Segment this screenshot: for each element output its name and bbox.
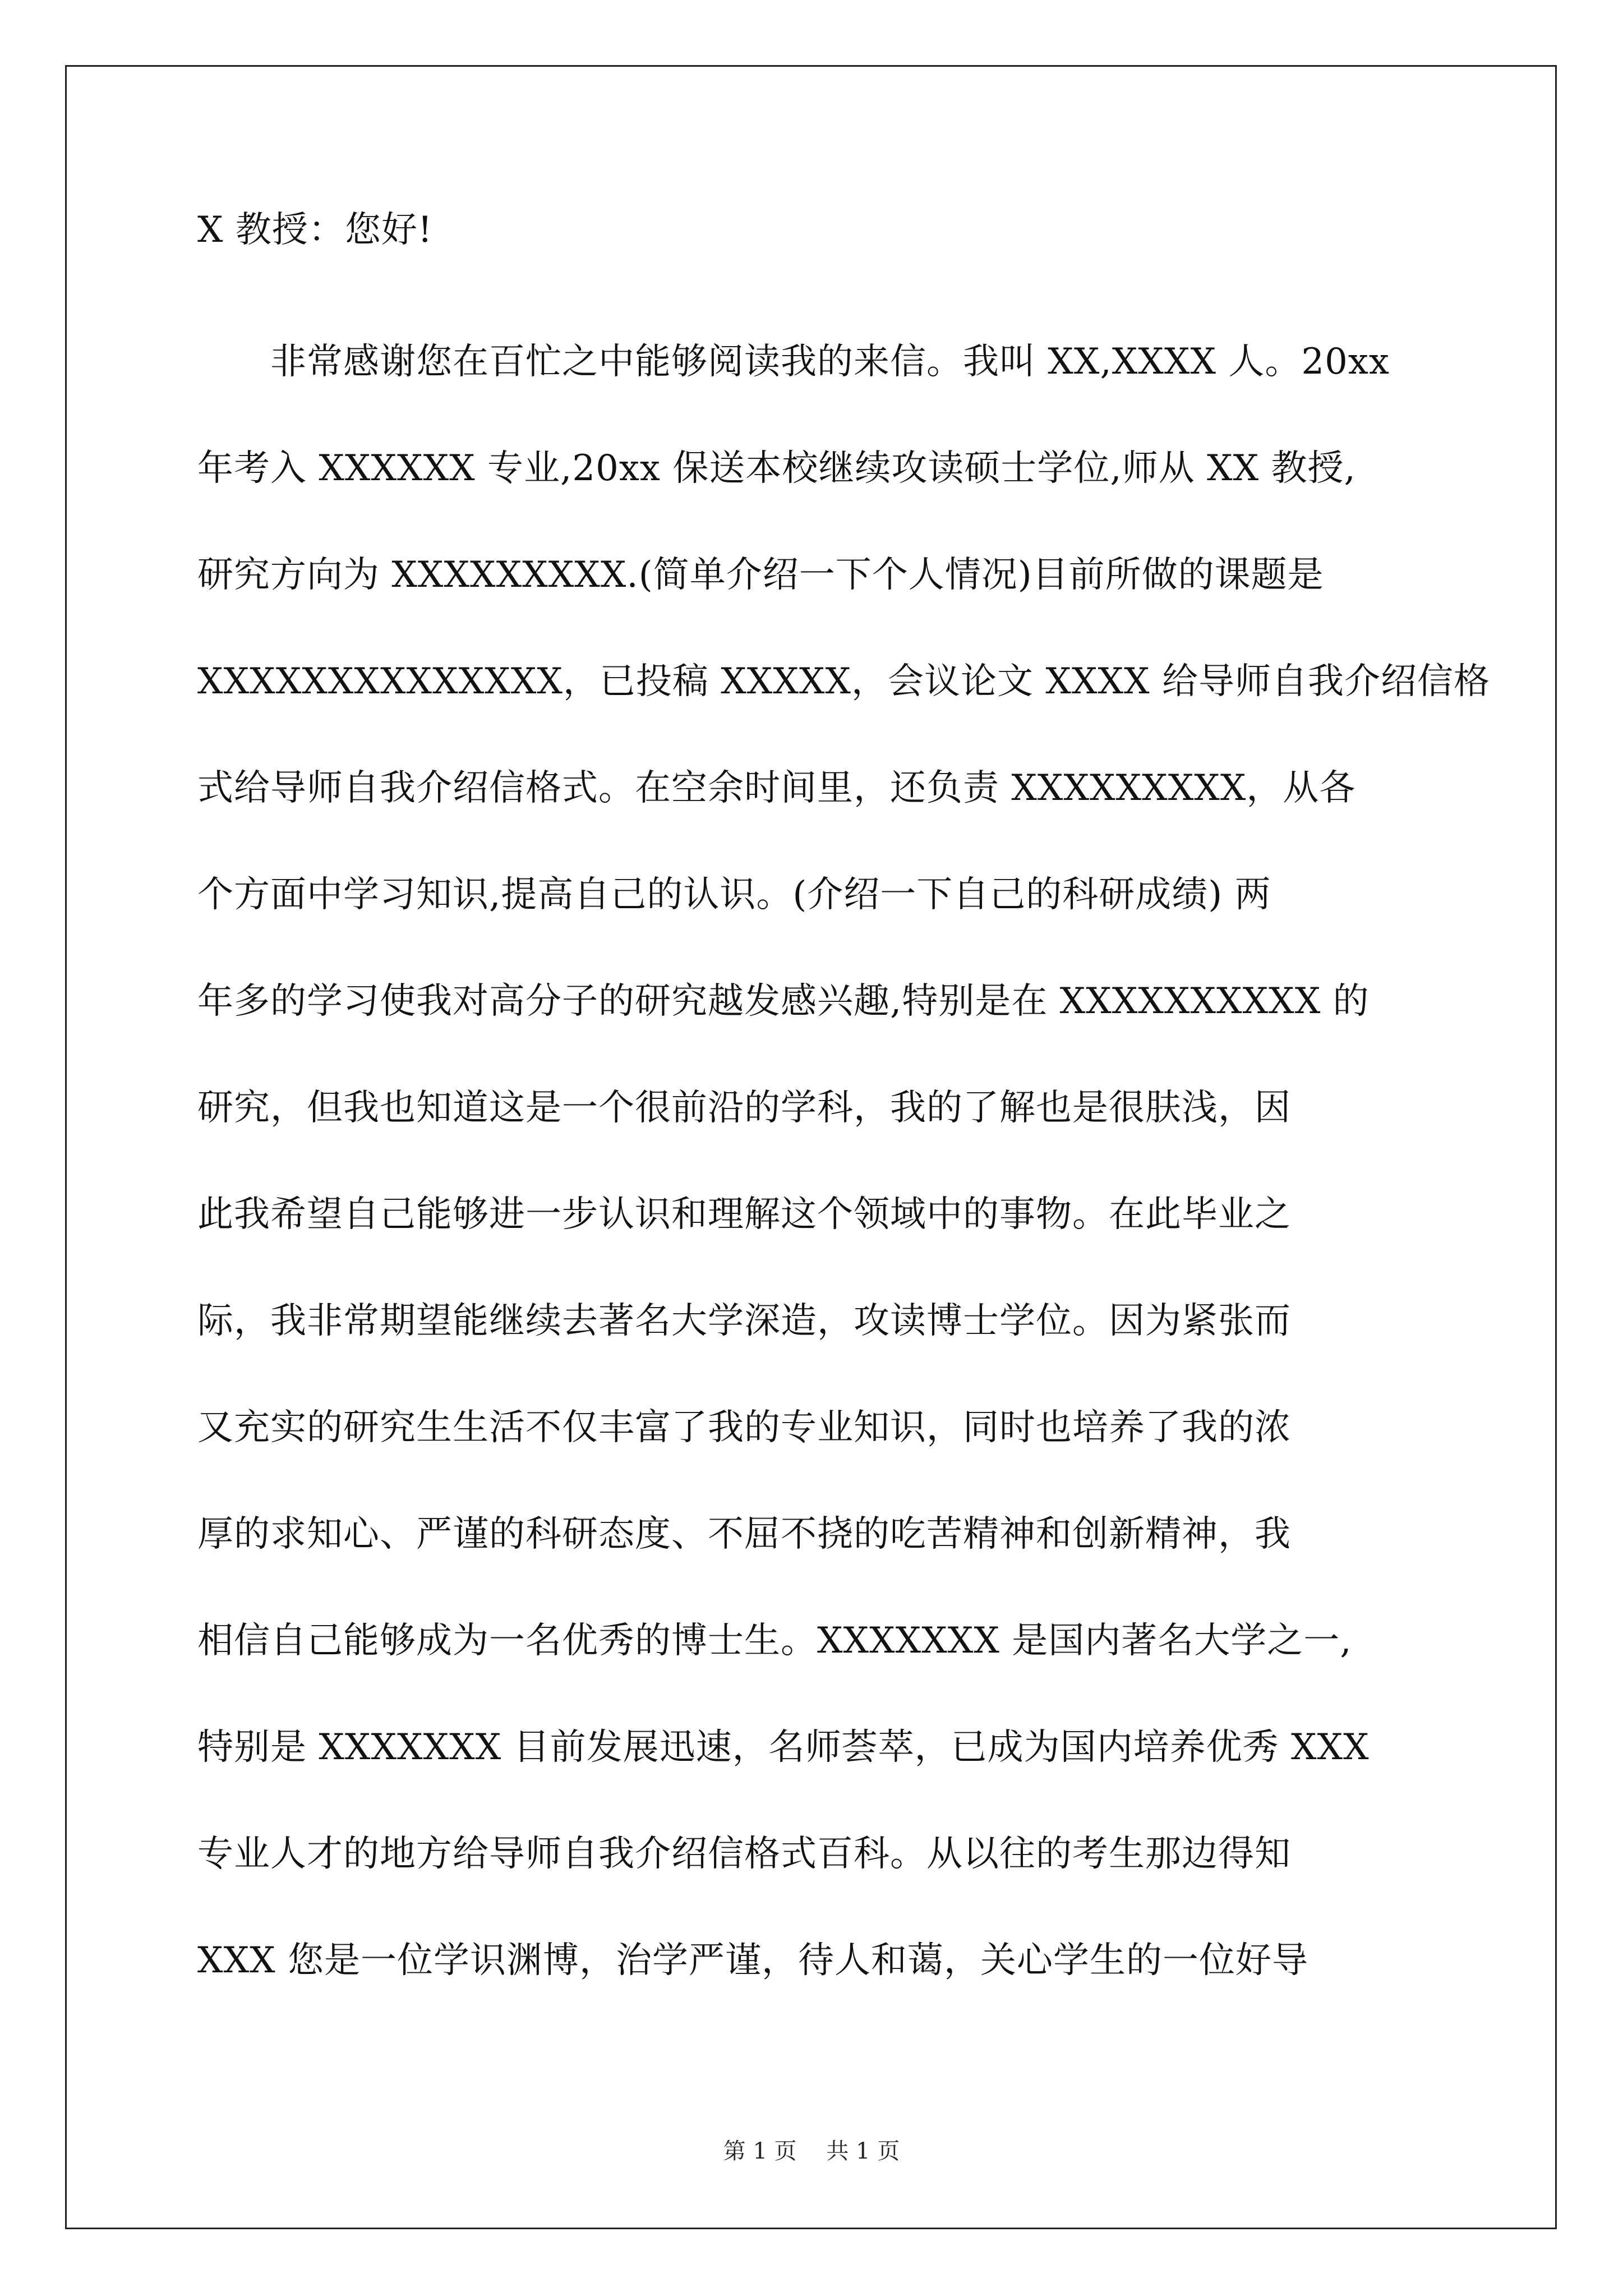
page-border <box>65 65 1557 2229</box>
body-line: XXXXXXXXXXXXXX，已投稿 XXXXX，会议论文 XXXX 给导师自我介绍信格 <box>197 661 1490 702</box>
body-line: 年多的学习使我对高分子的研究越发感兴趣,特别是在 XXXXXXXXXX 的 <box>197 981 1370 1022</box>
body-line: XXX 您是一位学识渊博，治学严谨，待人和蔼，关心学生的一位好导 <box>197 1940 1309 1981</box>
body-line: 式给导师自我介绍信格式。在空余时间里，还负责 XXXXXXXXX，从各 <box>197 767 1356 809</box>
body-line: 非常感谢您在百忙之中能够阅读我的来信。我叫 XX,XXXX 人。20xx <box>197 341 1390 383</box>
body-line: 研究，但我也知道这是一个很前沿的学科，我的了解也是很肤浅，因 <box>197 1087 1291 1129</box>
body-line: 际，我非常期望能继续去著名大学深造，攻读博士学位。因为紧张而 <box>197 1300 1291 1342</box>
body-line: 特别是 XXXXXXX 目前发展迅速，名师荟萃，已成为国内培养优秀 XXX <box>197 1727 1370 1768</box>
page-number-label: 第 1 页 共 1 页 <box>723 2138 900 2164</box>
body-line: 年考入 XXXXXX 专业,20xx 保送本校继续攻读硕士学位,师从 XX 教授, <box>197 448 1356 489</box>
salutation-line: X 教授：您好! <box>197 209 433 251</box>
page-footer <box>0 2137 1623 2165</box>
body-line: 此我希望自己能够进一步认识和理解这个领域中的事物。在此毕业之 <box>197 1194 1291 1235</box>
body-line: 研究方向为 XXXXXXXXX.(简单介绍一下个人情况)目前所做的课题是 <box>197 554 1324 596</box>
body-line: 又充实的研究生生活不仅丰富了我的专业知识，同时也培养了我的浓 <box>197 1407 1291 1448</box>
body-line: 厚的求知心、严谨的科研态度、不屈不挠的吃苦精神和创新精神，我 <box>197 1513 1291 1555</box>
body-line: 个方面中学习知识,提高自己的认识。(介绍一下自己的科研成绩) 两 <box>197 874 1271 915</box>
body-line: 相信自己能够成为一名优秀的博士生。XXXXXXX 是国内著名大学之一, <box>197 1620 1352 1662</box>
body-line: 专业人才的地方给导师自我介绍信格式百科。从以往的考生那边得知 <box>197 1833 1291 1875</box>
